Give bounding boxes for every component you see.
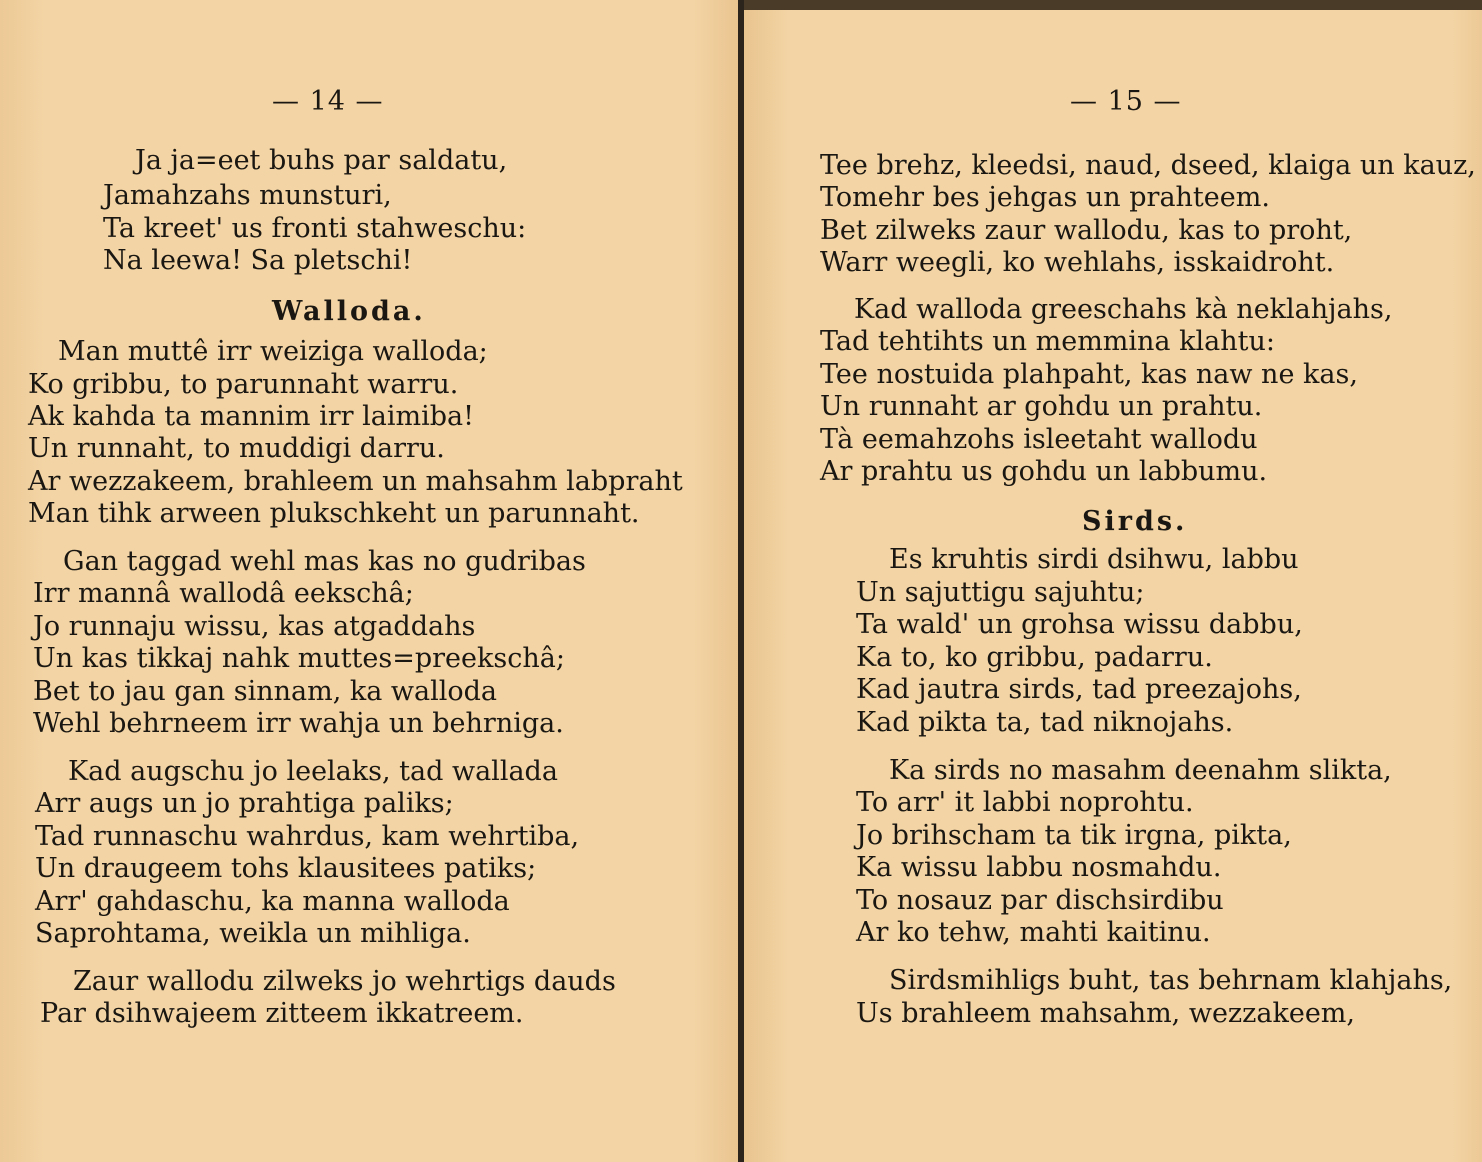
poem-line: Par dsihwajeem zitteem ikkatreem. [40,998,524,1029]
poem-line: Un kas tikkaj nahk muttes=preekschâ; [33,643,565,674]
poem-line: Un sajuttigu sajuhtu; [856,577,1145,608]
poem-line: Un runnaht ar gohdu un prahtu. [820,391,1263,422]
poem-line: Tad runnaschu wahrdus, kam wehrtiba, [35,821,580,852]
poem-line: Ka to, ko gribbu, padarru. [856,642,1213,673]
poem-line: Man tihk arween plukschkeht un parunnaht. [28,498,640,529]
right-page [744,0,1482,1162]
poem-line: To arr' it labbi noprohtu. [856,787,1194,818]
poem-line: Wehl behrneem irr wahja un behrniga. [33,708,564,739]
poem-line: Kad walloda greeschahs kà neklahjahs, [854,294,1393,325]
poem-line: Bet to jau gan sinnam, ka walloda [33,676,498,707]
poem-line: Jo brihscham ta tik irgna, pikta, [856,820,1292,851]
poem-line: Us brahleem mahsahm, wezzakeem, [856,998,1355,1029]
poem-line: Ta kreet' us fronti stahweschu: [103,213,527,244]
section-heading: Sirds. [1082,506,1188,537]
poem-line: Un draugeem tohs klausitees patiks; [35,853,537,884]
poem-line: Ka sirds no masahm deenahm slikta, [889,755,1392,786]
poem-line: Bet zilweks zaur wallodu, kas to proht, [820,215,1353,246]
poem-line: Jo runnaju wissu, kas atgaddahs [33,611,476,642]
poem-line: Tee nostuida plahpaht, kas naw ne kas, [820,359,1358,390]
section-heading: Walloda. [272,296,426,327]
poem-line: Kad augschu jo leelaks, tad wallada [68,756,558,787]
poem-line: To nosauz par dischsirdibu [856,885,1224,916]
poem-line: Ar ko tehw, mahti kaitinu. [856,917,1211,948]
poem-line: Gan taggad wehl mas kas no gudribas [63,546,586,577]
poem-line: Un runnaht, to muddigi darru. [28,433,445,464]
poem-line: Ar prahtu us gohdu un labbumu. [820,456,1268,487]
poem-line: Saprohtama, weikla un mihliga. [35,918,471,949]
poem-line: Ar wezzakeem, brahleem un mahsahm labpraht [28,466,683,497]
poem-line: Ak kahda ta mannim irr laimiba! [28,401,474,432]
poem-line: Tà eemahzohs isleetaht wallodu [820,424,1258,455]
left-page [0,0,738,1162]
poem-line: Zaur wallodu zilweks jo wehrtigs dauds [73,966,616,997]
poem-line: Tee brehz, kleedsi, naud, dseed, klaiga un kauz, [820,150,1476,181]
poem-line: Ka wissu labbu nosmahdu. [856,852,1222,883]
poem-line: Irr mannâ wallodâ eekschâ; [33,578,414,609]
page-number: — 15 — [1070,86,1182,117]
poem-line: Warr weegli, ko wehlahs, isskaidroht. [820,247,1335,278]
poem-line: Jamahzahs munsturi, [103,180,392,211]
poem-line: Sirdsmihligs buht, tas behrnam klahjahs, [889,965,1453,996]
poem-line: Tad tehtihts un memmina klahtu: [820,326,1275,357]
poem-line: Kad jautra sirds, tad preezajohs, [856,674,1302,705]
poem-line: Man muttê irr weiziga walloda; [58,336,488,367]
poem-line: Tomehr bes jehgas un prahteem. [820,182,1270,213]
poem-line: Ko gribbu, to parunnaht warru. [28,369,459,400]
poem-line: Arr augs un jo prahtiga paliks; [35,788,454,819]
poem-line: Arr' gahdaschu, ka manna walloda [35,886,510,917]
poem-line: Na leewa! Sa pletschi! [103,245,413,276]
poem-line: Ta wald' un grohsa wissu dabbu, [856,609,1303,640]
poem-line: Es kruhtis sirdi dsihwu, labbu [889,544,1299,575]
poem-line: Kad pikta ta, tad niknojahs. [856,707,1234,738]
poem-line: Ja ja=eet buhs par saldatu, [135,145,508,176]
page-number: — 14 — [272,86,384,117]
